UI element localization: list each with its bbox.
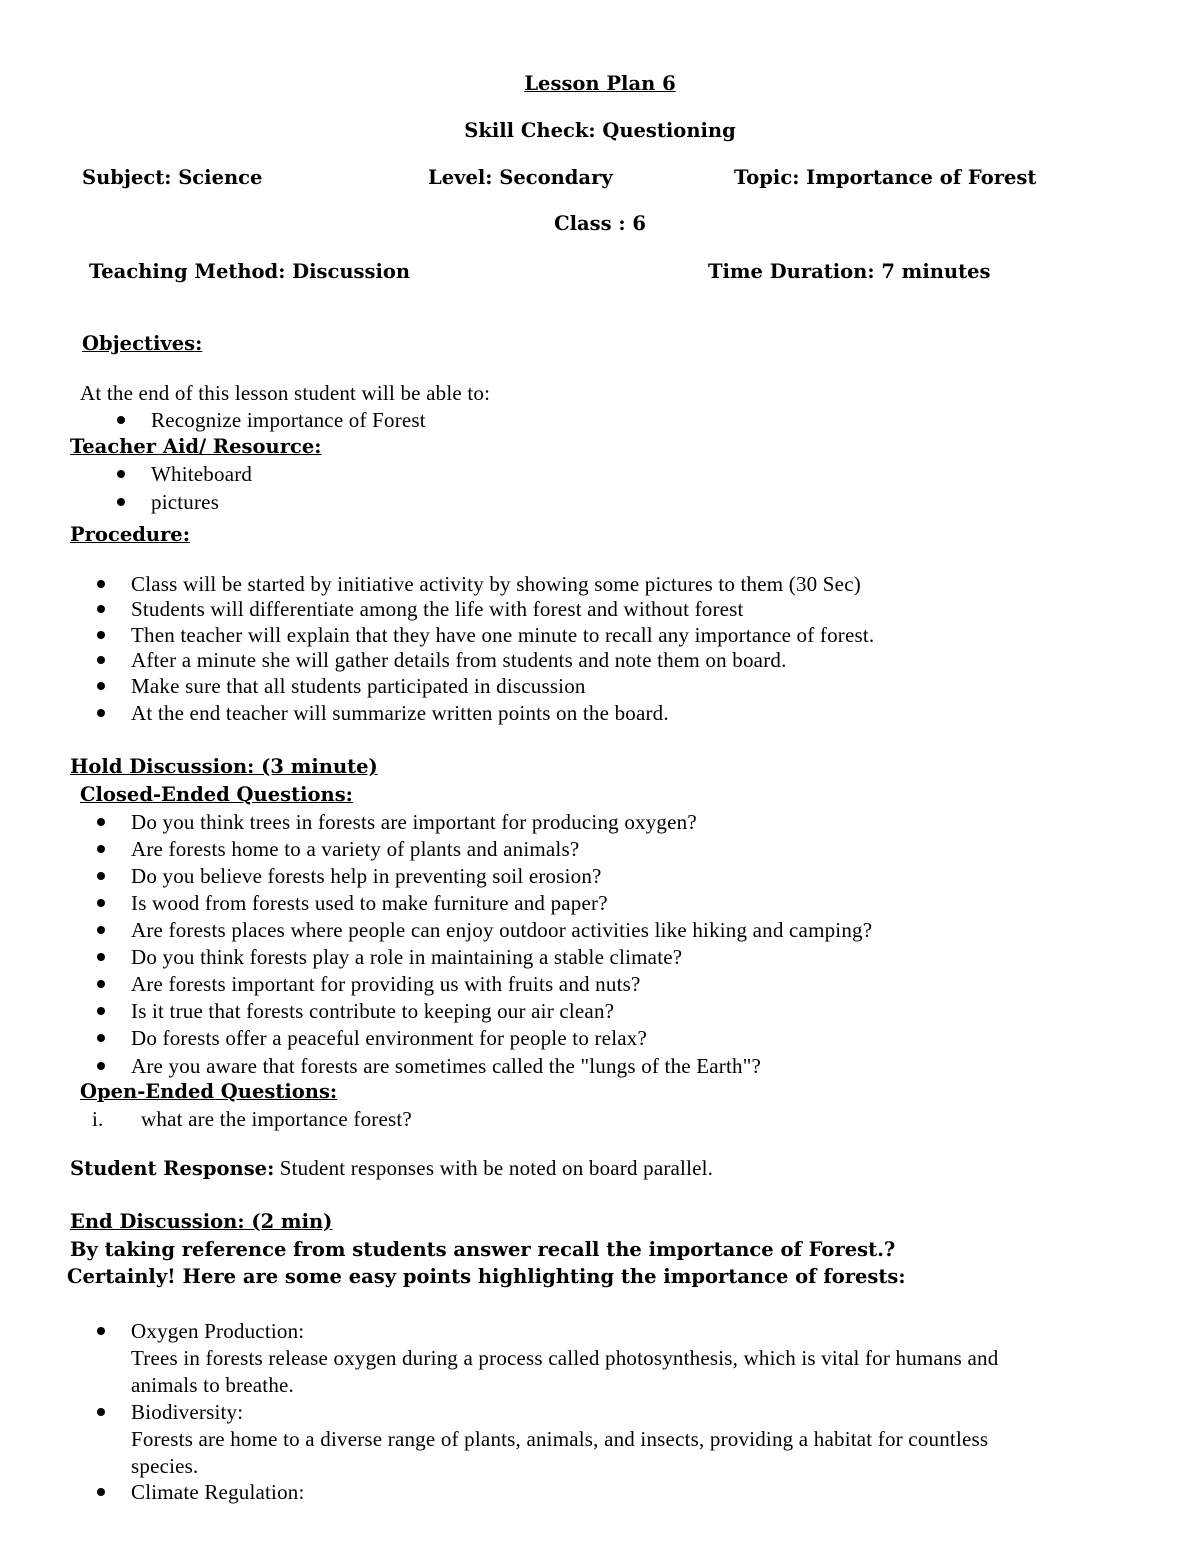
procedure-item: At the end teacher will summarize written points on the board. — [131, 701, 669, 725]
level-field: Level: Secondary — [428, 166, 613, 189]
bullet-icon — [97, 1062, 105, 1070]
closed-question: Do you believe forests help in preventing soil erosion? — [131, 864, 602, 888]
list-marker: i. — [92, 1107, 104, 1131]
bullet-icon — [97, 605, 105, 613]
student-response-label: Student Response: — [70, 1157, 275, 1180]
point-line: species. — [131, 1454, 199, 1478]
bullet-icon — [97, 709, 105, 717]
objectives-intro: At the end of this lesson student will be able to: — [80, 381, 491, 405]
bullet-icon — [97, 818, 105, 826]
point-title: Oxygen Production: — [131, 1319, 305, 1343]
procedure-item: Then teacher will explain that they have one minute to recall any importance of forest. — [131, 623, 875, 647]
point-title: Biodiversity: — [131, 1400, 244, 1424]
point-line: Trees in forests release oxygen during a process called photosynthesis, which is vital for humans and — [131, 1346, 999, 1370]
bullet-icon — [97, 1034, 105, 1042]
procedure-item: Students will differentiate among the life with forest and without forest — [131, 597, 744, 621]
resource-item: pictures — [151, 490, 220, 514]
bullet-icon — [97, 1327, 105, 1335]
teaching-method-field: Teaching Method: Discussion — [89, 260, 411, 283]
procedure-item: After a minute she will gather details from students and note them on board. — [131, 648, 787, 672]
bullet-icon — [117, 498, 125, 506]
closed-questions-heading: Closed-Ended Questions: — [80, 783, 353, 806]
procedure-item: Class will be started by initiative activity by showing some pictures to them (30 Sec) — [131, 572, 861, 596]
closed-question: Do forests offer a peaceful environment for people to relax? — [131, 1026, 647, 1050]
bullet-icon — [97, 926, 105, 934]
open-question: what are the importance forest? — [141, 1107, 412, 1131]
class-field: Class : 6 — [554, 212, 646, 235]
bullet-icon — [117, 470, 125, 478]
bullet-icon — [97, 953, 105, 961]
bullet-icon — [97, 1488, 105, 1496]
closed-question: Are forests important for providing us with fruits and nuts? — [131, 972, 641, 996]
end-discussion-heading: End Discussion: (2 min) — [70, 1210, 333, 1233]
resources-heading: Teacher Aid/ Resource: — [70, 435, 322, 458]
bullet-icon — [97, 1007, 105, 1015]
point-line: Forests are home to a diverse range of plants, animals, and insects, providing a habitat for countless — [131, 1427, 989, 1451]
bullet-icon — [117, 416, 125, 424]
student-response-text: Student responses with be noted on board parallel. — [274, 1156, 714, 1180]
point-title: Climate Regulation: — [131, 1480, 305, 1504]
closed-question: Is it true that forests contribute to keeping our air clean? — [131, 999, 615, 1023]
closed-question: Do you think trees in forests are important for producing oxygen? — [131, 810, 697, 834]
open-questions-heading: Open-Ended Questions: — [80, 1080, 338, 1103]
closed-question: Are you aware that forests are sometimes called the "lungs of the Earth"? — [131, 1054, 762, 1078]
bullet-icon — [97, 872, 105, 880]
procedure-item: Make sure that all students participated in discussion — [131, 674, 586, 698]
bullet-icon — [97, 845, 105, 853]
bullet-icon — [97, 656, 105, 664]
bullet-icon — [97, 682, 105, 690]
point-line: animals to breathe. — [131, 1373, 294, 1397]
objectives-heading: Objectives: — [82, 332, 203, 355]
closed-question: Are forests places where people can enjoy outdoor activities like hiking and camping? — [131, 918, 873, 942]
lesson-title: Lesson Plan 6 — [524, 72, 676, 95]
resource-item: Whiteboard — [151, 462, 253, 486]
procedure-heading: Procedure: — [70, 523, 190, 546]
skill-check: Skill Check: Questioning — [464, 119, 736, 142]
closed-question: Is wood from forests used to make furniture and paper? — [131, 891, 608, 915]
end-discussion-line-2: Certainly! Here are some easy points highlighting the importance of forests: — [67, 1265, 906, 1288]
bullet-icon — [97, 580, 105, 588]
time-duration-field: Time Duration: 7 minutes — [708, 260, 991, 283]
bullet-icon — [97, 899, 105, 907]
objective-item: Recognize importance of Forest — [151, 408, 426, 432]
bullet-icon — [97, 980, 105, 988]
closed-question: Do you think forests play a role in maintaining a stable climate? — [131, 945, 683, 969]
topic-field: Topic: Importance of Forest — [734, 166, 1037, 189]
closed-question: Are forests home to a variety of plants and animals? — [131, 837, 580, 861]
hold-discussion-heading: Hold Discussion: (3 minute) — [70, 755, 378, 778]
student-response — [70, 1158, 713, 1179]
bullet-icon — [97, 1408, 105, 1416]
subject-field: Subject: Science — [82, 166, 263, 189]
bullet-icon — [97, 631, 105, 639]
end-discussion-line-1: By taking reference from students answer recall the importance of Forest.? — [70, 1238, 896, 1261]
